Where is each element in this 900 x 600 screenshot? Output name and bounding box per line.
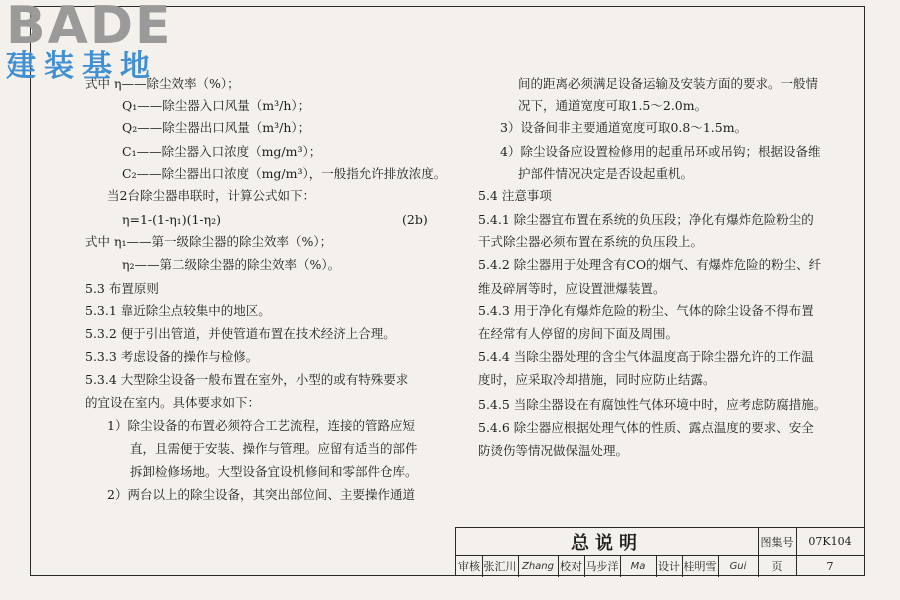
clause-5-4-6: 5.4.6 除尘器应根据处理气体的性质、露点温度的要求、安全: [478, 420, 814, 435]
design-label: 设计: [658, 560, 680, 573]
clause-5-4-1-cont: 干式除尘器必须布置在系统的负压段上。: [478, 234, 704, 249]
formula-var-eta: 式中 η——除尘效率（%）；: [85, 76, 240, 91]
clause-5-4-1: 5.4.1 除尘器宜布置在系统的负压段；净化有爆炸危险粉尘的: [478, 212, 814, 227]
item-1: 1）除尘设备的布置必须符合工艺流程，连接的管路应短: [107, 418, 415, 433]
item-1-cont-b: 拆卸检修场地。大型设备宜设机修间和零部件仓库。: [130, 464, 418, 479]
formula-var-c1: C₁——除尘器入口浓度（mg/m³）；: [122, 144, 322, 159]
clause-5-4-4: 5.4.4 当除尘器处理的含尘气体温度高于除尘器允许的工作温: [478, 349, 814, 364]
item-4: 4）除尘设备应设置检修用的起重吊环或吊钩；根据设备维: [500, 144, 821, 159]
clause-5-3-3: 5.3.3 考虑设备的操作与检修。: [85, 349, 259, 364]
atlas-number: 07K104: [808, 535, 852, 548]
title-block: [455, 527, 865, 576]
item-3: 3）设备间非主要通道宽度可取0.8～1.5m。: [500, 120, 748, 135]
clause-5-3-4: 5.3.4 大型除尘设备一般布置在室外，小型的或有特殊要求: [85, 372, 409, 387]
reviewer-signature: Zhang: [521, 560, 554, 572]
item-2: 2）两台以上的除尘设备，其突出部位间、主要操作通道: [107, 487, 415, 502]
series-formula-intro: 当2台除尘器串联时，计算公式如下：: [107, 188, 315, 203]
clause-5-3-2: 5.3.2 便于引出管道，并使管道布置在技术经济上合理。: [85, 326, 396, 341]
reviewer-name: 张汇川: [483, 560, 517, 573]
clause-5-4-2: 5.4.2 除尘器用于处理含有CO的烟气、有爆炸危险的粉尘、纤: [478, 257, 822, 272]
clause-5-4-6-cont: 防烫伤等情况做保温处理。: [478, 443, 629, 458]
clause-5-4-3-cont: 在经常有人停留的房间下面及周围。: [478, 326, 679, 341]
equation-number: (2b): [402, 212, 428, 227]
review-label: 审核: [458, 560, 480, 573]
clause-5-4-2-cont: 维及碎屑等时，应设置泄爆装置。: [478, 281, 666, 296]
formula-var-eta2: η₂——第二级除尘器的除尘效率（%）。: [122, 257, 341, 272]
item-4-cont: 护部件情况决定是否设起重机。: [518, 166, 694, 181]
item-1-cont-a: 直，且需便于安装、操作与管理。应留有适当的部件: [130, 441, 418, 456]
clause-5-3-4-cont: 的宜设在室内。具体要求如下：: [85, 395, 261, 410]
clause-5-3-1: 5.3.1 靠近除尘点较集中的地区。: [85, 303, 271, 318]
formula-var-q1: Q₁——除尘器入口风量（m³/h）；: [122, 98, 311, 113]
clause-5-4-3: 5.4.3 用于净化有爆炸危险的粉尘、气体的除尘设备不得布置: [478, 303, 814, 318]
clause-5-4-4-cont: 度时，应采取冷却措施，同时应防止结露。: [478, 372, 716, 387]
designer-name: 桂明雪: [683, 560, 717, 573]
formula-var-eta1: 式中 η₁——第一级除尘器的除尘效率（%）；: [85, 234, 333, 249]
proofreader-signature: Ma: [630, 560, 646, 572]
sheet-title: 总说明: [571, 532, 643, 554]
item-2-cont-a: 间的距离必须满足设备运输及安装方面的要求。一般情: [518, 76, 819, 91]
atlas-label: 图集号: [760, 535, 794, 549]
section-heading-5-3: 5.3 布置原则: [85, 281, 159, 296]
proofreader-name: 马步洋: [585, 560, 619, 573]
section-heading-5-4: 5.4 注意事项: [478, 188, 552, 203]
formula-var-c2: C₂——除尘器出口浓度（mg/m³），一般指允许排放浓度。: [122, 166, 447, 181]
watermark-logo: [6, 0, 176, 88]
proof-label: 校对: [560, 560, 582, 573]
formula-var-q2: Q₂——除尘器出口风量（m³/h）；: [122, 120, 311, 135]
item-2-cont-b: 况下，通道宽度可取1.5～2.0m。: [518, 98, 708, 113]
page-label: 页: [771, 560, 783, 573]
logo-latin-text: BADE: [6, 0, 173, 56]
logo-cjk-text: 建装基地: [6, 49, 158, 84]
designer-signature: Gui: [729, 560, 747, 572]
page-number: 7: [826, 559, 834, 573]
series-formula: η=1-(1-η₁)(1-η₂): [122, 212, 221, 227]
clause-5-4-5: 5.4.5 当除尘器设在有腐蚀性气体环境中时，应考虑防腐措施。: [478, 397, 827, 412]
